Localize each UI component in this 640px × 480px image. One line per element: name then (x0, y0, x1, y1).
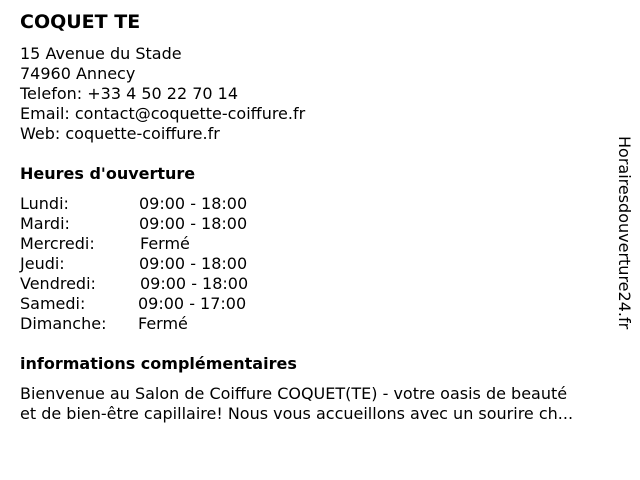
day-label: Vendredi: (20, 274, 96, 293)
time-value: Fermé (140, 234, 190, 253)
address-line-street: 15 Avenue du Stade (20, 44, 182, 63)
time-value: Fermé (138, 314, 188, 333)
contact-block (20, 44, 305, 144)
additional-info-heading: informations complémentaires (20, 354, 297, 373)
day-label: Mardi: (20, 214, 70, 233)
time-value: 09:00 - 18:00 (140, 274, 249, 293)
opening-hours-table (20, 194, 320, 334)
description-line: et de bien-être capillaire! Nous vous accueillons avec un sourire ch... (20, 404, 574, 423)
day-label: Jeudi: (20, 254, 65, 273)
time-value: 09:00 - 18:00 (139, 254, 248, 273)
vertical-brand-watermark (612, 136, 636, 346)
day-label: Dimanche: (20, 314, 107, 333)
email-text: Email: contact@coquette-coiffure.fr (20, 104, 306, 123)
time-value: 09:00 - 18:00 (139, 214, 248, 233)
phone-text: Telefon: +33 4 50 22 70 14 (20, 84, 239, 103)
hours-row-monday (20, 194, 320, 214)
address-line-city: 74960 Annecy (20, 64, 136, 83)
hours-row-saturday (20, 294, 320, 314)
description-text (20, 384, 620, 424)
brand-text: Horairesdouverture24.fr (615, 136, 634, 330)
description-line: Bienvenue au Salon de Coiffure COQUET(TE) - votre oasis de beauté (20, 384, 568, 403)
time-value: 09:00 - 17:00 (138, 294, 247, 313)
day-label: Samedi: (20, 294, 86, 313)
website-text: Web: coquette-coiffure.fr (20, 124, 220, 143)
hours-row-friday (20, 274, 320, 294)
opening-hours-heading: Heures d'ouverture (20, 164, 196, 183)
hours-row-sunday (20, 314, 320, 334)
hours-row-tuesday (20, 214, 320, 234)
hours-row-thursday (20, 254, 320, 274)
hours-row-wednesday (20, 234, 320, 254)
day-label: Mercredi: (20, 234, 95, 253)
business-name: COQUET TE (20, 11, 141, 33)
day-label: Lundi: (20, 194, 69, 213)
time-value: 09:00 - 18:00 (139, 194, 248, 213)
